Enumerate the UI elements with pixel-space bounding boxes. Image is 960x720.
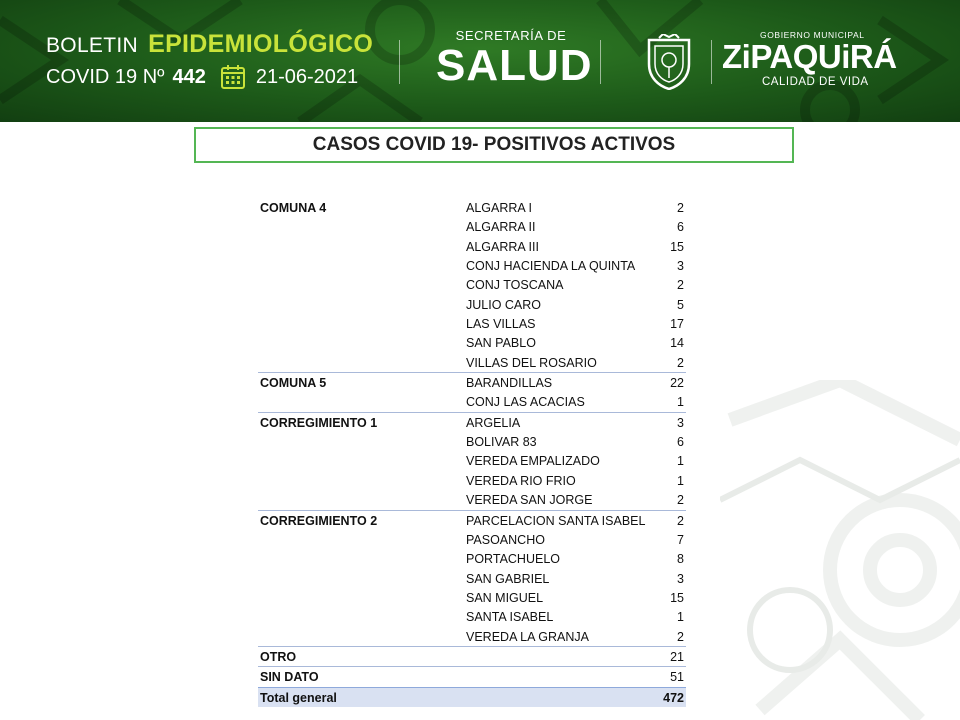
bulletin-number: 442 <box>172 65 206 88</box>
gobierno-text: GOBIERNO MUNICIPAL <box>760 30 865 40</box>
covid-label: COVID 19 Nº <box>46 65 165 88</box>
group-cell: SIN DATO <box>260 670 319 685</box>
title-box <box>194 127 794 163</box>
table-row <box>258 646 686 666</box>
count-cell: 17 <box>670 317 684 332</box>
neighborhood-cell: BOLIVAR 83 <box>466 435 537 450</box>
group-cell: CORREGIMIENTO 2 <box>260 513 378 528</box>
count-cell: 2 <box>677 513 684 528</box>
table-row <box>258 471 686 490</box>
header-divider <box>399 40 400 84</box>
total-label: Total general <box>260 690 337 705</box>
count-cell: 1 <box>677 473 684 488</box>
neighborhood-cell: LAS VILLAS <box>466 317 536 332</box>
table-row <box>258 607 686 626</box>
neighborhood-cell: CONJ HACIENDA LA QUINTA <box>466 259 636 274</box>
group-cell: COMUNA 4 <box>260 201 327 215</box>
neighborhood-cell: BARANDILLAS <box>466 376 553 391</box>
header-divider <box>600 40 601 84</box>
neighborhood-cell: ALGARRA I <box>466 201 532 215</box>
table-row <box>258 353 686 372</box>
bulletin-header <box>0 0 960 122</box>
count-cell: 15 <box>670 590 684 605</box>
count-cell: 1 <box>677 395 684 410</box>
neighborhood-cell: SAN MIGUEL <box>466 590 544 605</box>
neighborhood-cell: VEREDA SAN JORGE <box>466 493 593 508</box>
table-row <box>258 451 686 470</box>
count-cell: 3 <box>677 259 684 274</box>
calendar-icon <box>220 64 246 90</box>
neighborhood-cell: PARCELACION SANTA ISABEL <box>466 513 646 528</box>
table-row <box>258 295 686 314</box>
cases-table <box>258 198 686 707</box>
neighborhood-cell: SAN GABRIEL <box>466 571 550 586</box>
table-row <box>258 333 686 352</box>
count-cell: 15 <box>670 239 684 254</box>
table-row <box>258 627 686 646</box>
count-cell: 2 <box>677 278 684 293</box>
neighborhood-cell: VILLAS DEL ROSARIO <box>466 355 597 370</box>
bulletin-prefix: BOLETIN <box>46 34 138 57</box>
count-cell: 6 <box>677 435 684 450</box>
neighborhood-cell: ARGELIA <box>466 415 521 430</box>
count-cell: 6 <box>677 220 684 235</box>
count-cell: 1 <box>677 610 684 625</box>
secretaria-logo <box>436 0 593 122</box>
bulletin-date: 21-06-2021 <box>255 65 359 88</box>
bulletin-subtitle <box>46 64 358 90</box>
group-cell: COMUNA 5 <box>260 376 327 391</box>
bulletin-highlight: EPIDEMIOLÓGICO <box>148 30 374 58</box>
count-cell: 2 <box>677 493 684 508</box>
neighborhood-cell: CONJ TOSCANA <box>466 278 564 293</box>
count-cell: 8 <box>677 552 684 567</box>
page-title: CASOS COVID 19- POSITIVOS ACTIVOS <box>312 134 676 155</box>
group-cell: OTRO <box>260 649 297 664</box>
count-cell: 1 <box>677 454 684 469</box>
secretaria-small-text: SECRETARÍA DE <box>455 28 567 43</box>
city-name: ZiPAQUiRÁ <box>722 38 897 75</box>
count-cell: 51 <box>670 670 684 685</box>
table-row <box>258 372 686 392</box>
neighborhood-cell: VEREDA LA GRANJA <box>466 629 589 644</box>
table-row <box>258 510 686 530</box>
table-row <box>258 549 686 568</box>
table-row <box>258 392 686 411</box>
total-value: 472 <box>663 690 684 705</box>
group-cell: CORREGIMIENTO 1 <box>260 415 378 430</box>
table-row <box>258 275 686 294</box>
neighborhood-cell: PORTACHUELO <box>466 552 561 567</box>
count-cell: 7 <box>677 532 684 547</box>
neighborhood-cell: PASOANCHO <box>466 532 545 547</box>
neighborhood-cell: SANTA ISABEL <box>466 610 554 625</box>
city-slogan: CALIDAD DE VIDA <box>762 76 869 88</box>
table-row <box>258 217 686 236</box>
count-cell: 22 <box>670 376 684 391</box>
neighborhood-cell: JULIO CARO <box>466 297 542 312</box>
count-cell: 5 <box>677 297 684 312</box>
neighborhood-cell: ALGARRA II <box>466 220 536 235</box>
neighborhood-cell: VEREDA EMPALIZADO <box>466 454 600 469</box>
count-cell: 2 <box>677 355 684 370</box>
bulletin-title <box>46 30 373 59</box>
table-row <box>258 198 686 217</box>
table-row <box>258 588 686 607</box>
table-row <box>258 237 686 256</box>
municipal-crest-icon <box>643 34 695 90</box>
count-cell: 3 <box>677 571 684 586</box>
count-cell: 2 <box>677 201 684 215</box>
neighborhood-cell: VEREDA RIO FRIO <box>466 473 576 488</box>
table-row <box>258 256 686 275</box>
background-pattern <box>720 380 960 720</box>
count-cell: 3 <box>677 415 684 430</box>
table-row <box>258 314 686 333</box>
neighborhood-cell: SAN PABLO <box>466 336 536 351</box>
header-divider <box>711 40 712 84</box>
table-row <box>258 530 686 549</box>
table-row <box>258 412 686 432</box>
count-cell: 21 <box>670 649 684 664</box>
secretaria-big-text: SALUD <box>436 41 593 90</box>
neighborhood-cell: CONJ LAS ACACIAS <box>466 395 585 410</box>
neighborhood-cell: ALGARRA III <box>466 239 539 254</box>
count-cell: 14 <box>670 336 684 351</box>
total-row <box>258 687 686 707</box>
table-row <box>258 432 686 451</box>
table-row <box>258 490 686 509</box>
city-logo <box>722 0 912 122</box>
count-cell: 2 <box>677 629 684 644</box>
table-row <box>258 569 686 588</box>
table-row <box>258 666 686 686</box>
